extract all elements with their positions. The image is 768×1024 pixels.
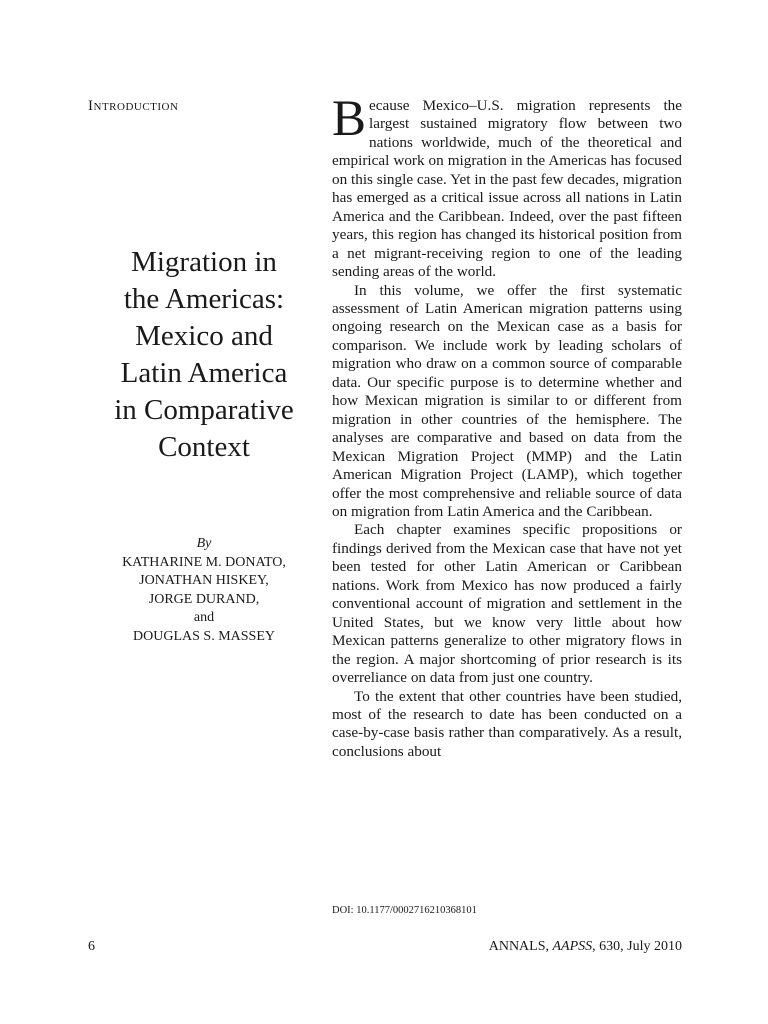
page-number: 6: [88, 939, 95, 954]
body-text: [332, 91, 682, 761]
author-name: DOUGLAS S. MASSEY: [133, 628, 275, 644]
body-paragraph: Each chapter examines specific propositions or findings derived from the Mexican case that have not yet been tested for other Latin American or Caribbean nations. Work from Mexico has now produced a fairly conventional account of migration and settlement in the United States, but we know very little about how Mexican patterns generalize to other migratory flows in the region. A major shortcoming of prior research is its overreliance on data from just one country.: [332, 521, 682, 687]
footer-journal: ANNALS,: [488, 939, 553, 954]
title-line: Context: [158, 431, 250, 463]
title-line: in Comparative: [114, 394, 294, 426]
author-name: JORGE DURAND,: [148, 591, 260, 607]
running-footer: [489, 939, 682, 955]
title-line: Migration in: [131, 246, 277, 278]
byline-by: By: [196, 536, 212, 551]
footer-issue: , 630, July 2010: [592, 939, 682, 954]
author-name: JONATHAN HISKEY,: [139, 573, 269, 589]
paragraph-text: ecause Mexico–U.S. migration represents the largest sustained migratory flow between two nations worldwide, much of the theoretical and empirical work on migration in the Americas has focused on this single case. Yet in the past few decades, migration has emerged as a critical issue across all nations in Latin America and the Caribbean. Indeed, over the past fifteen years, this region has changed its historical position from a net migrant-receiving region to one of the leading sending areas of the world.: [332, 97, 682, 281]
footer-journal-abbrev: AAPSS: [552, 939, 593, 954]
byline: [88, 535, 320, 647]
title-line: Latin America: [120, 357, 288, 389]
drop-cap: B: [332, 91, 367, 147]
section-label: Introduction: [88, 98, 179, 114]
body-paragraph: To the extent that other countries have been studied, most of the research to date has been conducted on a case-by-case basis rather than comparatively. As a result, conclusions about: [332, 687, 682, 760]
body-paragraph: [332, 91, 682, 282]
title-line: the Americas:: [123, 283, 285, 315]
title-line: Mexico and: [135, 320, 273, 352]
byline-and: and: [193, 610, 215, 626]
author-name: KATHARINE M. DONATO,: [122, 554, 286, 570]
article-title: [88, 244, 320, 466]
body-paragraph: In this volume, we offer the first systematic assessment of Latin American migration patterns using ongoing research on the Mexican case as a basis for comparison. We include work by leading scholars of migration who draw on a common source of comparable data. Our specific purpose is to determine whether and how Mexican migration is similar to or different from migration in other countries of the hemisphere. The analyses are comparative and based on data from the Mexican Migration Project (MMP) and the Latin American Migration Project (LAMP), which together offer the most comprehensive and reliable source of data on migration from Latin America and the Caribbean.: [332, 281, 682, 520]
doi-text: DOI: 10.1177/0002716210368101: [332, 905, 477, 916]
